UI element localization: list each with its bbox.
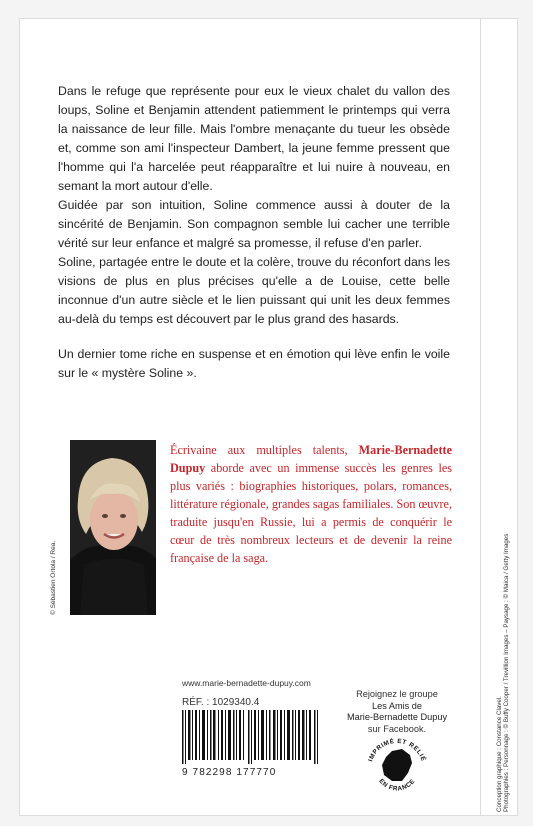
bio-text: aborde avec un immense succès les genres les plus variés : biographies historiques, polars, romances, littérature régionale, grandes sagas familiales. Son œuvre, traduite jusqu'en Russie, lui a permis de conquérir le cœur de très nombreux lecteurs et de devenir la reine française de la saga. (170, 461, 452, 565)
synopsis-paragraph-1: Dans le refuge que représente pour eux le vieux chalet du vallon des loups, Soline et Benjamin attendent patiemment le printemps qui verra la naissance de leur fille. Mais l'ombre menaçante du tueur les obsède et, comme son ami l'inspecteur Dambert, la jeune femme pressent que l'homme qui l'a harcelée peut réapparaître et lui nuire à nouveau, en semant la mort autour d'elle. (58, 84, 450, 193)
author-photo (70, 440, 156, 615)
synopsis-paragraph-3: Soline, partagée entre le doute et la colère, trouve du réconfort dans les visions de plus en plus précises qu'elle a de Louise, cette belle inconnue d'un autre siècle et le lien puissant qui unit les deux femmes au-delà du temps est découvert par le plus grand des hasards. (58, 255, 450, 326)
isbn-number: 9 782298 177770 (182, 767, 277, 778)
spine-credit-design: Conception graphique : Constance Clavel. (496, 696, 503, 812)
facebook-group-promo (335, 689, 459, 735)
spine-credits (496, 534, 510, 812)
france-map-icon (382, 749, 412, 781)
printed-in-france-stamp (362, 733, 432, 799)
photo-credit: © Sébastien Ortola / Rea. (50, 540, 57, 615)
fb-line-3: Marie-Bernadette Dupuy (346, 712, 448, 722)
reference-number: RÉF. : 1029340.4 (182, 697, 260, 708)
bio-intro: Écrivaine aux multiples talents, (170, 443, 359, 457)
author-website: www.marie-bernadette-dupuy.com (182, 678, 311, 688)
fb-line-4: sur Facebook. (367, 723, 427, 734)
author-bio (170, 441, 452, 567)
author-name: Marie-Bernadette Dupuy (170, 443, 452, 475)
stamp-top-text: IMPRIMÉ ET RELIÉ (367, 737, 427, 763)
stamp-bottom-text: EN FRANCE (377, 777, 417, 793)
synopsis-paragraph-4: Un dernier tome riche en suspense et en émotion qui lève enfin le voile sur le « mystère Soline ». (58, 347, 450, 380)
synopsis (58, 82, 450, 383)
fb-line-1: Rejoignez le groupe (356, 689, 438, 699)
synopsis-paragraph-2: Guidée par son intuition, Soline commence aussi à douter de la sincérité de Benjamin. Son compagnon semble lui cacher une terrible vérité sur leur enfance et malgré sa promesse, il refuse d'en parler. (58, 198, 450, 250)
fb-line-2: Les Amis de (371, 700, 423, 711)
spine-credit-photos: Photographies : Personnage : © Buffy Cooper / Trevillion Images – Paysage : © Maica / Getty Images (503, 533, 511, 812)
barcode (182, 710, 320, 764)
